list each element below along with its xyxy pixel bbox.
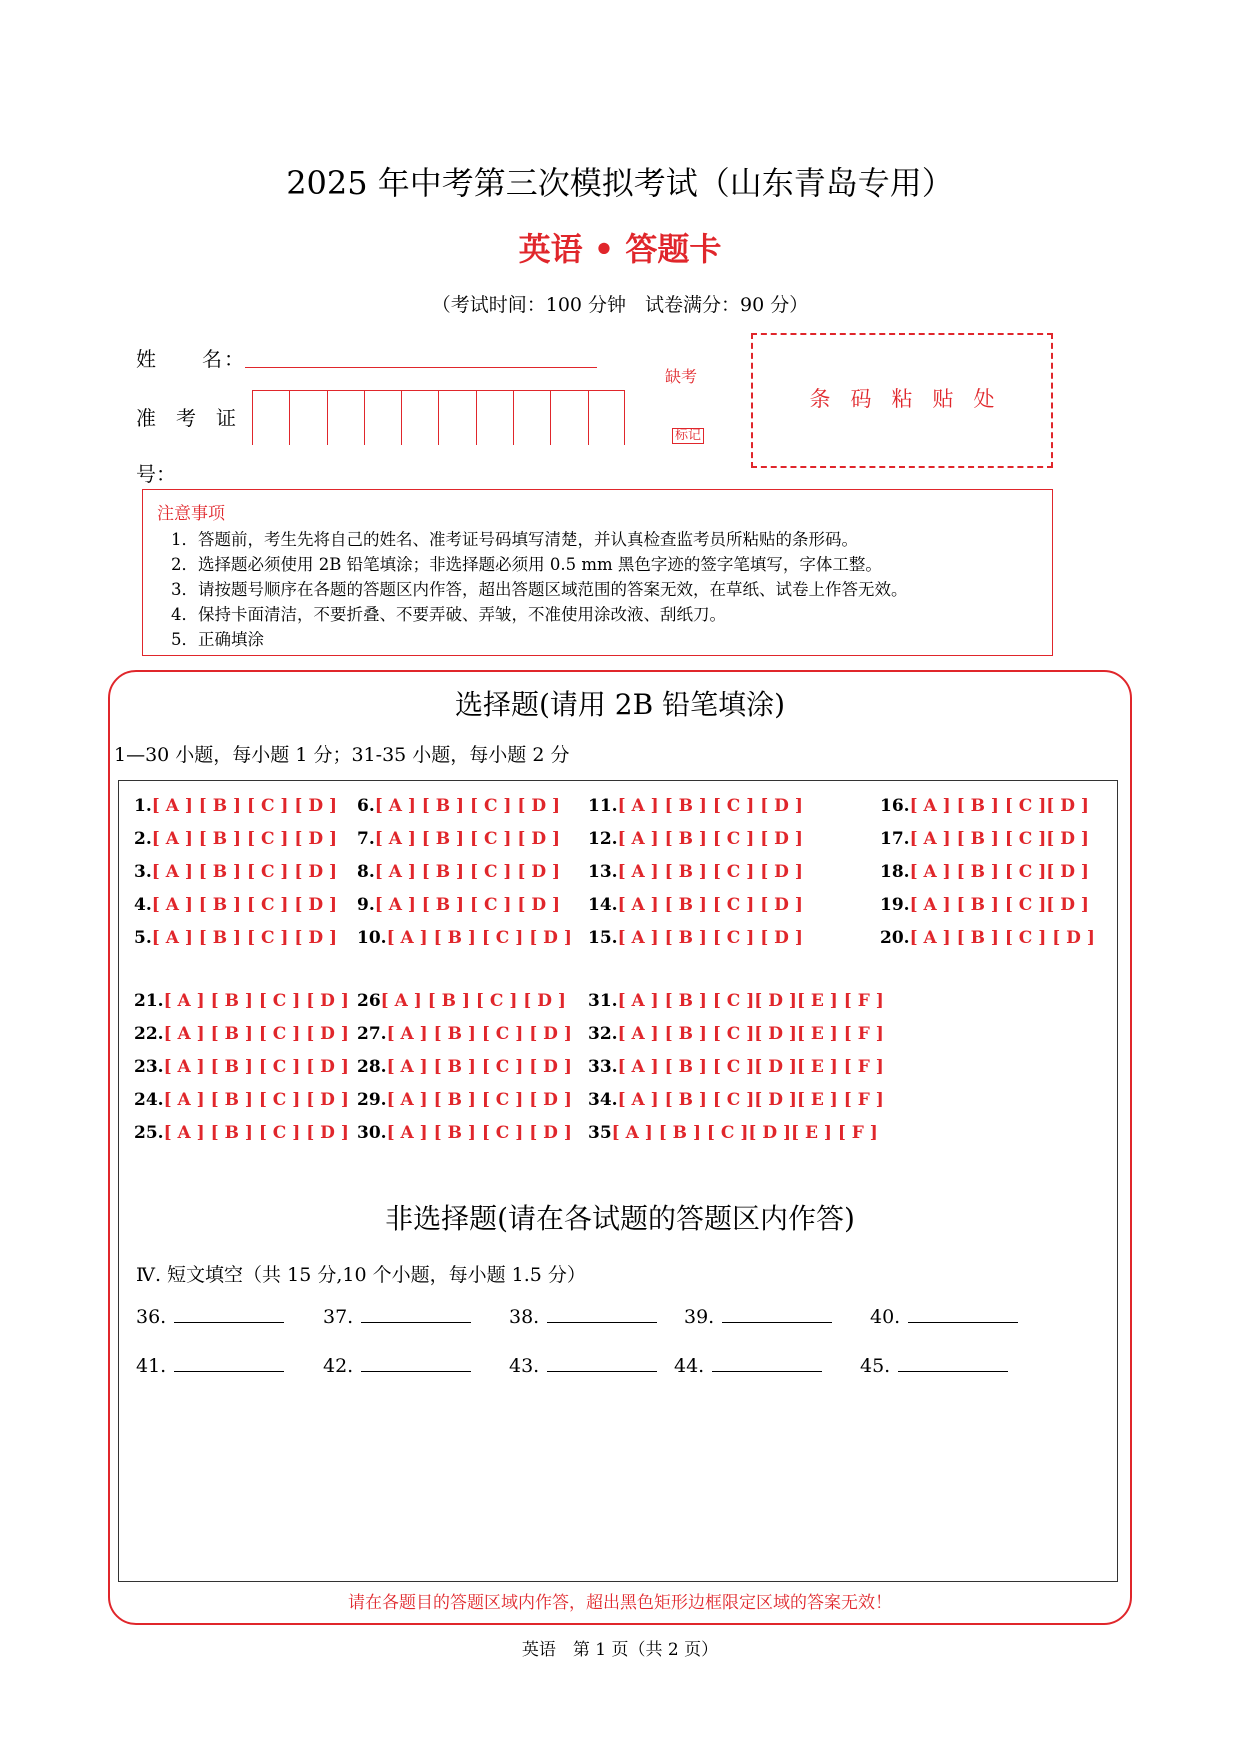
notice-box [142,489,1053,656]
answer-options[interactable]: [ A ] [ B ] [ C ][ D ][ E ] [ F ] [617,1024,884,1044]
blank-number: 44. [674,1355,705,1377]
question-number: 30. [357,1123,387,1143]
page-footer: 英语 第 1 页（共 2 页） [521,1640,719,1660]
answer-options[interactable]: [ A ] [ B ] [ C ] [ D ] [617,862,803,882]
answer-options[interactable]: [ A ] [ B ] [ C ] [ D ] [380,991,566,1011]
page-title: 2025 年中考第三次模拟考试（山东青岛专用） [286,164,954,202]
question-number: 17. [880,829,910,849]
question-item[interactable] [134,991,349,1011]
blank-answer-line[interactable] [174,1354,284,1372]
fill-blank-item[interactable] [870,1305,1018,1328]
question-number: 31. [588,991,618,1011]
exam-id-cell[interactable] [513,391,550,445]
question-number: 18. [880,862,910,882]
fill-blank-item[interactable] [674,1354,822,1377]
question-number: 15. [588,928,618,948]
question-item[interactable] [134,928,337,948]
question-number: 35 [588,1123,612,1143]
answer-options[interactable]: [ A ] [ B ] [ C ] [ D ] [617,928,803,948]
question-number: 25. [134,1123,164,1143]
answer-options[interactable]: [ A ] [ B ] [ C ][ D ][ E ] [ F ] [617,1057,884,1077]
question-number: 7. [357,829,375,849]
question-item[interactable] [357,1024,572,1044]
answer-options[interactable]: [ A ] [ B ] [ C ][ D ] [909,862,1089,882]
blank-number: 37. [323,1306,354,1328]
question-item[interactable] [588,1123,878,1143]
answer-options[interactable]: [ A ] [ B ] [ C ] [ D ] [617,796,803,816]
question-item[interactable] [134,895,337,915]
exam-id-boxes[interactable] [252,390,625,444]
blank-number: 36. [136,1306,167,1328]
question-number: 14. [588,895,618,915]
question-item[interactable] [357,928,572,948]
blank-answer-line[interactable] [361,1305,471,1323]
exam-time-info: （考试时间：100 分钟 试卷满分：90 分） [431,294,809,316]
question-item[interactable] [880,895,1089,915]
question-item[interactable] [357,1057,572,1077]
answer-options[interactable]: [ A ] [ B ] [ C ] [ D ] [151,928,338,948]
answer-options[interactable]: [ A ] [ B ] [ C ][ D ] [909,829,1089,849]
question-number: 33. [588,1057,618,1077]
answer-options[interactable]: [ A ] [ B ] [ C ] [ D ] [163,991,349,1011]
question-number: 34. [588,1090,618,1110]
blank-number: 38. [509,1306,540,1328]
answer-options[interactable]: [ A ] [ B ] [ C ] [ D ] [386,1090,572,1110]
notice-item: 2．选择题必须使用 2B 铅笔填涂；非选择题必须用 0.5 mm 黑色字迹的签字笔填写，字体工整。 [171,555,882,574]
question-item[interactable] [588,991,884,1011]
question-number: 22. [134,1024,164,1044]
question-item[interactable] [134,1090,349,1110]
exam-id-cell[interactable] [252,391,289,445]
exam-id-label: 准 考 证 [136,406,236,430]
question-item[interactable] [588,895,803,915]
answer-options[interactable]: [ A ] [ B ] [ C ] [ D ] [909,928,1095,948]
answer-options[interactable]: [ A ] [ B ] [ C ] [ D ] [617,829,803,849]
answer-options[interactable]: [ A ] [ B ] [ C ] [ D ] [163,1024,349,1044]
blank-answer-line[interactable] [174,1305,284,1323]
answer-options[interactable]: [ A ] [ B ] [ C ] [ D ] [163,1090,349,1110]
question-item[interactable] [588,1057,884,1077]
non-choice-description: Ⅳ. 短文填空（共 15 分,10 个小题，每小题 1.5 分） [136,1264,586,1286]
notice-item: 3．请按题号顺序在各题的答题区内作答，超出答题区域范围的答案无效，在草纸、试卷上作答无效。 [171,580,908,599]
blank-number: 39. [684,1306,715,1328]
question-item[interactable] [134,862,337,882]
notice-item: 4．保持卡面清洁，不要折叠、不要弄破、弄皱，不准使用涂改液、刮纸刀。 [171,605,726,624]
question-number: 29. [357,1090,387,1110]
blank-answer-line[interactable] [547,1305,657,1323]
question-number: 10. [357,928,387,948]
multiple-choice-title: 选择题(请用 2B 铅笔填涂) [454,688,786,721]
exam-id-cell[interactable] [550,391,587,445]
question-item[interactable] [357,1123,572,1143]
multiple-choice-description: 1—30 小题，每小题 1 分；31-35 小题，每小题 2 分 [114,744,570,766]
answer-options[interactable]: [ A ] [ B ] [ C ] [ D ] [617,895,803,915]
fill-blank-item[interactable] [136,1354,284,1377]
non-choice-title: 非选择题(请在各试题的答题区内作答) [385,1202,855,1235]
fill-blank-item[interactable] [136,1305,284,1328]
question-item[interactable] [134,796,337,816]
question-item[interactable] [357,895,560,915]
blank-number: 45. [860,1355,891,1377]
blank-answer-line[interactable] [712,1354,822,1372]
name-label: 姓 名： [136,347,246,371]
blank-answer-line[interactable] [908,1305,1018,1323]
fill-blank-item[interactable] [509,1305,657,1328]
blank-answer-line[interactable] [898,1354,1008,1372]
question-number: 2. [134,829,152,849]
notice-item: 1．答题前，考生先将自己的姓名、准考证号码填写清楚，并认真检查监考员所粘贴的条形码。 [171,530,858,549]
question-number: 27. [357,1024,387,1044]
fill-blank-item[interactable] [860,1354,1008,1377]
answer-options[interactable]: [ A ] [ B ] [ C ] [ D ] [374,862,561,882]
question-number: 11. [588,796,618,816]
blank-number: 42. [323,1355,354,1377]
question-item[interactable] [134,1123,349,1143]
answer-options[interactable]: [ A ] [ B ] [ C ] [ D ] [163,1123,349,1143]
question-item[interactable] [357,796,560,816]
exam-id-cell[interactable] [476,391,513,445]
absent-mark-box[interactable]: 标记 [672,428,704,444]
question-number: 13. [588,862,618,882]
question-item[interactable] [357,1090,572,1110]
answer-options[interactable]: [ A ] [ B ] [ C ] [ D ] [374,895,561,915]
notice-item: 5．正确填涂 [171,630,264,649]
question-number: 12. [588,829,618,849]
answer-area-warning: 请在各题目的答题区域内作答，超出黑色矩形边框限定区域的答案无效！ [348,1593,892,1613]
exam-id-cell[interactable] [327,391,364,445]
question-number: 23. [134,1057,164,1077]
notice-title: 注意事项 [157,504,225,524]
fill-blank-item[interactable] [509,1354,657,1377]
answer-options[interactable]: [ A ] [ B ] [ C ][ D ] [909,895,1089,915]
question-item[interactable] [588,796,803,816]
question-number: 3. [134,862,152,882]
exam-id-cell[interactable] [364,391,401,445]
question-number: 32. [588,1024,618,1044]
answer-options[interactable]: [ A ] [ B ] [ C ] [ D ] [151,895,338,915]
question-item[interactable] [588,1090,884,1110]
question-item[interactable] [880,928,1095,948]
blank-number: 40. [870,1306,901,1328]
answer-options[interactable]: [ A ] [ B ] [ C ] [ D ] [386,1123,572,1143]
question-item[interactable] [357,829,560,849]
exam-id-cell[interactable] [438,391,475,445]
blank-number: 41. [136,1355,167,1377]
exam-id-label-suffix: 号： [136,462,176,486]
question-number: 6. [357,796,375,816]
question-item[interactable] [134,1057,349,1077]
question-item[interactable] [357,862,560,882]
exam-id-cell[interactable] [588,391,625,445]
question-number: 1. [134,796,152,816]
question-number: 28. [357,1057,387,1077]
blank-number: 43. [509,1355,540,1377]
answer-options[interactable]: [ A ] [ B ] [ C ][ D ][ E ] [ F ] [611,1123,878,1143]
blank-answer-line[interactable] [722,1305,832,1323]
question-item[interactable] [880,796,1089,816]
question-number: 9. [357,895,375,915]
question-item[interactable] [880,862,1089,882]
question-number: 21. [134,991,164,1011]
answer-options[interactable]: [ A ] [ B ] [ C ] [ D ] [151,796,338,816]
question-number: 8. [357,862,375,882]
question-number: 24. [134,1090,164,1110]
name-field[interactable] [245,367,597,368]
exam-id-cell[interactable] [289,391,326,445]
answer-options[interactable]: [ A ] [ B ] [ C ] [ D ] [374,829,561,849]
question-item[interactable] [134,1024,349,1044]
answer-options[interactable]: [ A ] [ B ] [ C ][ D ][ E ] [ F ] [617,1090,884,1110]
question-number: 5. [134,928,152,948]
question-item[interactable] [357,991,566,1011]
question-item[interactable] [134,829,337,849]
question-item[interactable] [588,928,803,948]
blank-answer-line[interactable] [547,1354,657,1372]
question-item[interactable] [880,829,1089,849]
fill-blank-item[interactable] [323,1354,471,1377]
answer-options[interactable]: [ A ] [ B ] [ C ] [ D ] [386,1057,572,1077]
answer-options[interactable]: [ A ] [ B ] [ C ] [ D ] [163,1057,349,1077]
question-number: 19. [880,895,910,915]
fill-blank-item[interactable] [323,1305,471,1328]
question-number: 26 [357,991,381,1011]
blank-answer-line[interactable] [361,1354,471,1372]
answer-options[interactable]: [ A ] [ B ] [ C ] [ D ] [374,796,561,816]
answer-options[interactable]: [ A ] [ B ] [ C ] [ D ] [386,928,572,948]
page-subtitle: 英语 • 答题卡 [518,230,722,268]
question-number: 16. [880,796,910,816]
fill-blank-item[interactable] [684,1305,832,1328]
answer-options[interactable]: [ A ] [ B ] [ C ] [ D ] [151,862,338,882]
question-item[interactable] [588,862,803,882]
exam-id-cell[interactable] [401,391,438,445]
question-number: 20. [880,928,910,948]
answer-options[interactable]: [ A ] [ B ] [ C ][ D ][ E ] [ F ] [617,991,884,1011]
barcode-label: 条码粘贴处 [809,387,1015,411]
question-item[interactable] [588,1024,884,1044]
question-number: 4. [134,895,152,915]
answer-options[interactable]: [ A ] [ B ] [ C ] [ D ] [151,829,338,849]
answer-options[interactable]: [ A ] [ B ] [ C ][ D ] [909,796,1089,816]
answer-options[interactable]: [ A ] [ B ] [ C ] [ D ] [386,1024,572,1044]
question-item[interactable] [588,829,803,849]
absent-label: 缺考 [665,367,698,386]
